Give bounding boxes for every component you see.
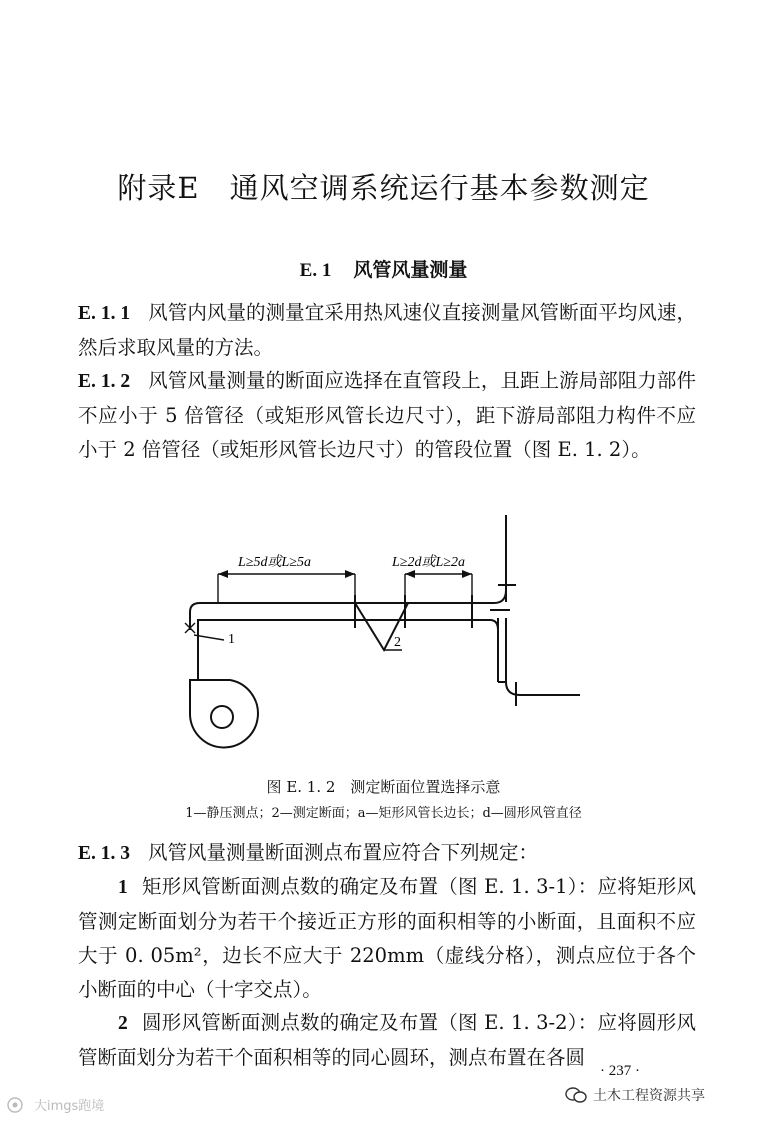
fan-housing [190,680,258,747]
item-1 [78,870,696,1007]
outlet-duct [506,618,580,695]
clause-text: 风管风量测量的断面应选择在直管段上，且距上游局部阻力部件不应小于 5 倍管径（或矩形风管长边尺寸），距下游局部阻力构件不应小于 2 倍管径（或矩形风管长边尺寸）的管段位置（图 E. 1. 2）。 [78,369,696,461]
figure-legend: 1—静压测点；2—测定断面；a—矩形风管长边长；d—圆形风管直径 [185,806,582,821]
duct-measurement-figure [180,510,600,770]
figure-caption: 图 E. 1. 2 测定断面位置选择示意 [266,778,501,796]
arrowhead [405,570,415,578]
dim-downstream-label: L≥2d或L≥2a [392,555,465,570]
label-2: 2 [394,635,401,650]
clause-e-1-2 [78,364,696,467]
page-title: 附录E 通风空调系统运行基本参数测定 [117,171,650,205]
dim-upstream-label: L≥5d或L≥5a [238,555,311,570]
watermark-right [565,1085,705,1105]
section-number: E. 1 [299,260,332,281]
watermark-left-text: 大imgs跑境 [34,1099,105,1114]
duct-top-wall [190,590,506,630]
item-text: 矩形风管断面测点数的确定及布置（图 E. 1. 3-1）：应将矩形风管测定断面划分为若干个接近正方形的面积相等的小断面，且面积不应大于 0. 05m²，边长不应大于 220mm（虚线分格），测点应位于各个小断面的中心（十字交点）。 [78,875,696,1001]
clause-e-1-1 [78,296,696,365]
clause-number: E. 1. 3 [78,843,131,864]
fan-inlet [211,706,233,728]
arrowhead [345,570,355,578]
clause-number: E. 1. 2 [78,371,131,392]
item-text: 圆形风管断面测点数的确定及布置（图 E. 1. 3-2）：应将圆形风管断面划分为若干个面积相等的同心圆环，测点布置在各圆 [78,1011,696,1069]
clause-e-1-3 [78,836,696,871]
logo-icon [6,1096,28,1114]
page-number: · 237 · [600,1063,640,1079]
item-number: 1 [118,877,128,898]
clause-text: 风管风量测量断面测点布置应符合下列规定： [148,841,539,864]
watermark-left [6,1095,104,1114]
label-1: 1 [228,632,235,647]
watermark-right-text: 土木工程资源共享 [593,1088,705,1104]
wechat-icon [565,1086,587,1104]
clause-number: E. 1. 1 [78,303,131,324]
duct-bottom-wall [198,620,498,680]
section-heading [0,255,767,282]
clause-text: 风管内风量的测量宜采用热风速仪直接测量风管断面平均风速，然后求取风量的方法。 [78,301,696,359]
arrowhead [218,570,228,578]
arrowhead [462,570,472,578]
section-title: 风管风量测量 [353,259,468,281]
item-number: 2 [118,1013,128,1034]
